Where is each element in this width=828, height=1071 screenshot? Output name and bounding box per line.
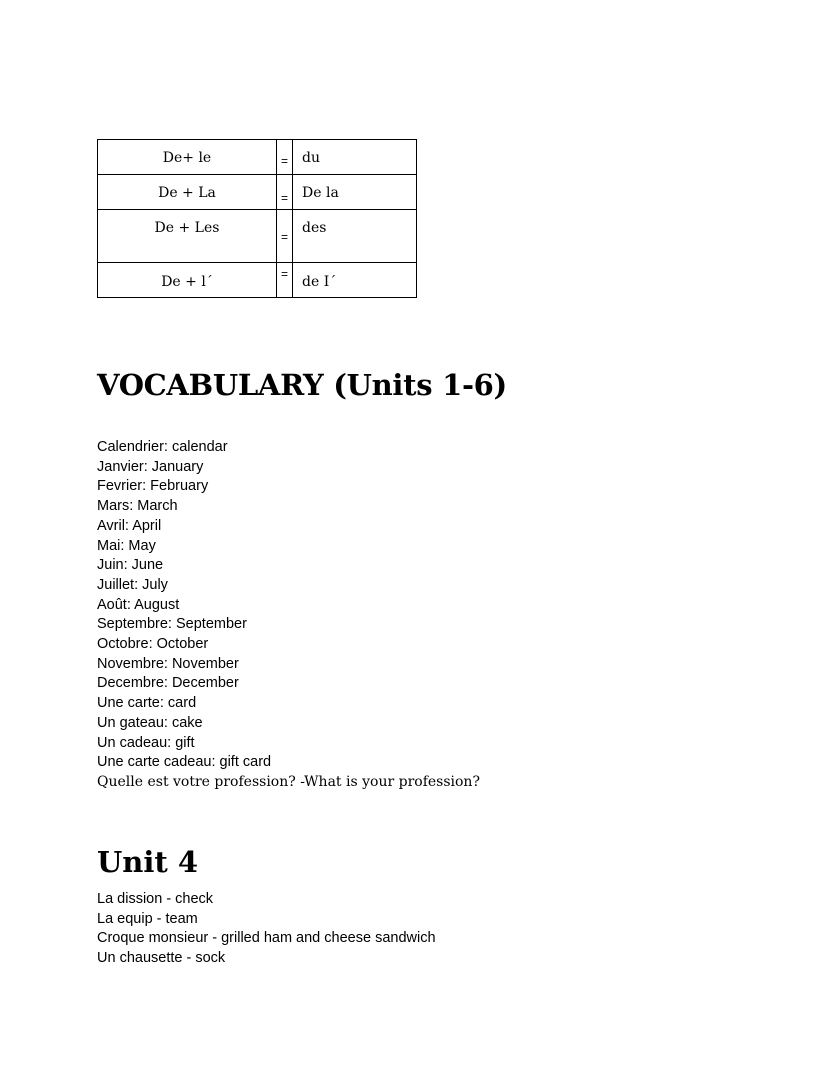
list-item: Croque monsieur - grilled ham and cheese sandwich [97, 930, 436, 947]
contraction-left-text: De + La [158, 185, 216, 201]
contraction-left-text: De + Les [154, 220, 220, 236]
unit-4-list [97, 890, 436, 969]
list-item: Juillet: July [97, 576, 168, 593]
table-row [98, 140, 417, 175]
vocabulary-heading: VOCABULARY (Units 1-6) [97, 368, 507, 402]
vocabulary-list [97, 438, 271, 773]
list-item: Novembre: November [97, 655, 239, 672]
profession-question: Quelle est votre profession? -What is your profession? [97, 774, 480, 790]
list-item: Decembre: December [97, 675, 239, 692]
contraction-left-text: De + l´ [161, 274, 213, 290]
contraction-right-text: du [302, 150, 320, 166]
equals-cell [277, 175, 293, 210]
contraction-right-text: des [302, 220, 327, 236]
equals-sign: = [280, 230, 288, 244]
list-item: Un chausette - sock [97, 950, 226, 967]
equals-cell [277, 210, 293, 263]
list-item: Juin: June [97, 557, 164, 574]
list-item: Janvier: January [97, 458, 204, 475]
contraction-table [97, 139, 417, 298]
contraction-right-text: De la [302, 185, 339, 201]
list-item: Août: August [97, 596, 180, 613]
contraction-left-cell [98, 210, 277, 263]
equals-cell [277, 263, 293, 298]
contraction-right-text: de I´ [302, 274, 337, 290]
contraction-left-cell [98, 175, 277, 210]
table-row [98, 175, 417, 210]
list-item: Septembre: September [97, 616, 247, 633]
contraction-right-cell [293, 263, 417, 298]
list-item: Mai: May [97, 537, 156, 554]
table-row [98, 263, 417, 298]
list-item: Un gateau: cake [97, 714, 203, 731]
list-item: Une carte cadeau: gift card [97, 754, 272, 771]
table-row [98, 210, 417, 263]
unit-4-heading: Unit 4 [97, 845, 199, 879]
contraction-left-cell [98, 140, 277, 175]
contraction-left-text: De+ le [162, 150, 212, 166]
list-item: Calendrier: calendar [97, 439, 228, 455]
contraction-left-cell [98, 263, 277, 298]
equals-sign: = [280, 267, 288, 281]
contraction-right-cell [293, 140, 417, 175]
list-item: Octobre: October [97, 636, 209, 653]
list-item: Une carte: card [97, 695, 197, 712]
equals-cell [277, 140, 293, 175]
contraction-right-cell [293, 175, 417, 210]
equals-sign: = [280, 191, 288, 205]
list-item: Un cadeau: gift [97, 734, 195, 751]
list-item: La dission - check [97, 891, 214, 907]
equals-sign: = [280, 154, 288, 168]
list-item: Mars: March [97, 498, 178, 515]
contraction-right-cell [293, 210, 417, 263]
list-item: Avril: April [97, 517, 162, 534]
list-item: Fevrier: February [97, 478, 209, 495]
list-item: La equip - team [97, 910, 198, 927]
